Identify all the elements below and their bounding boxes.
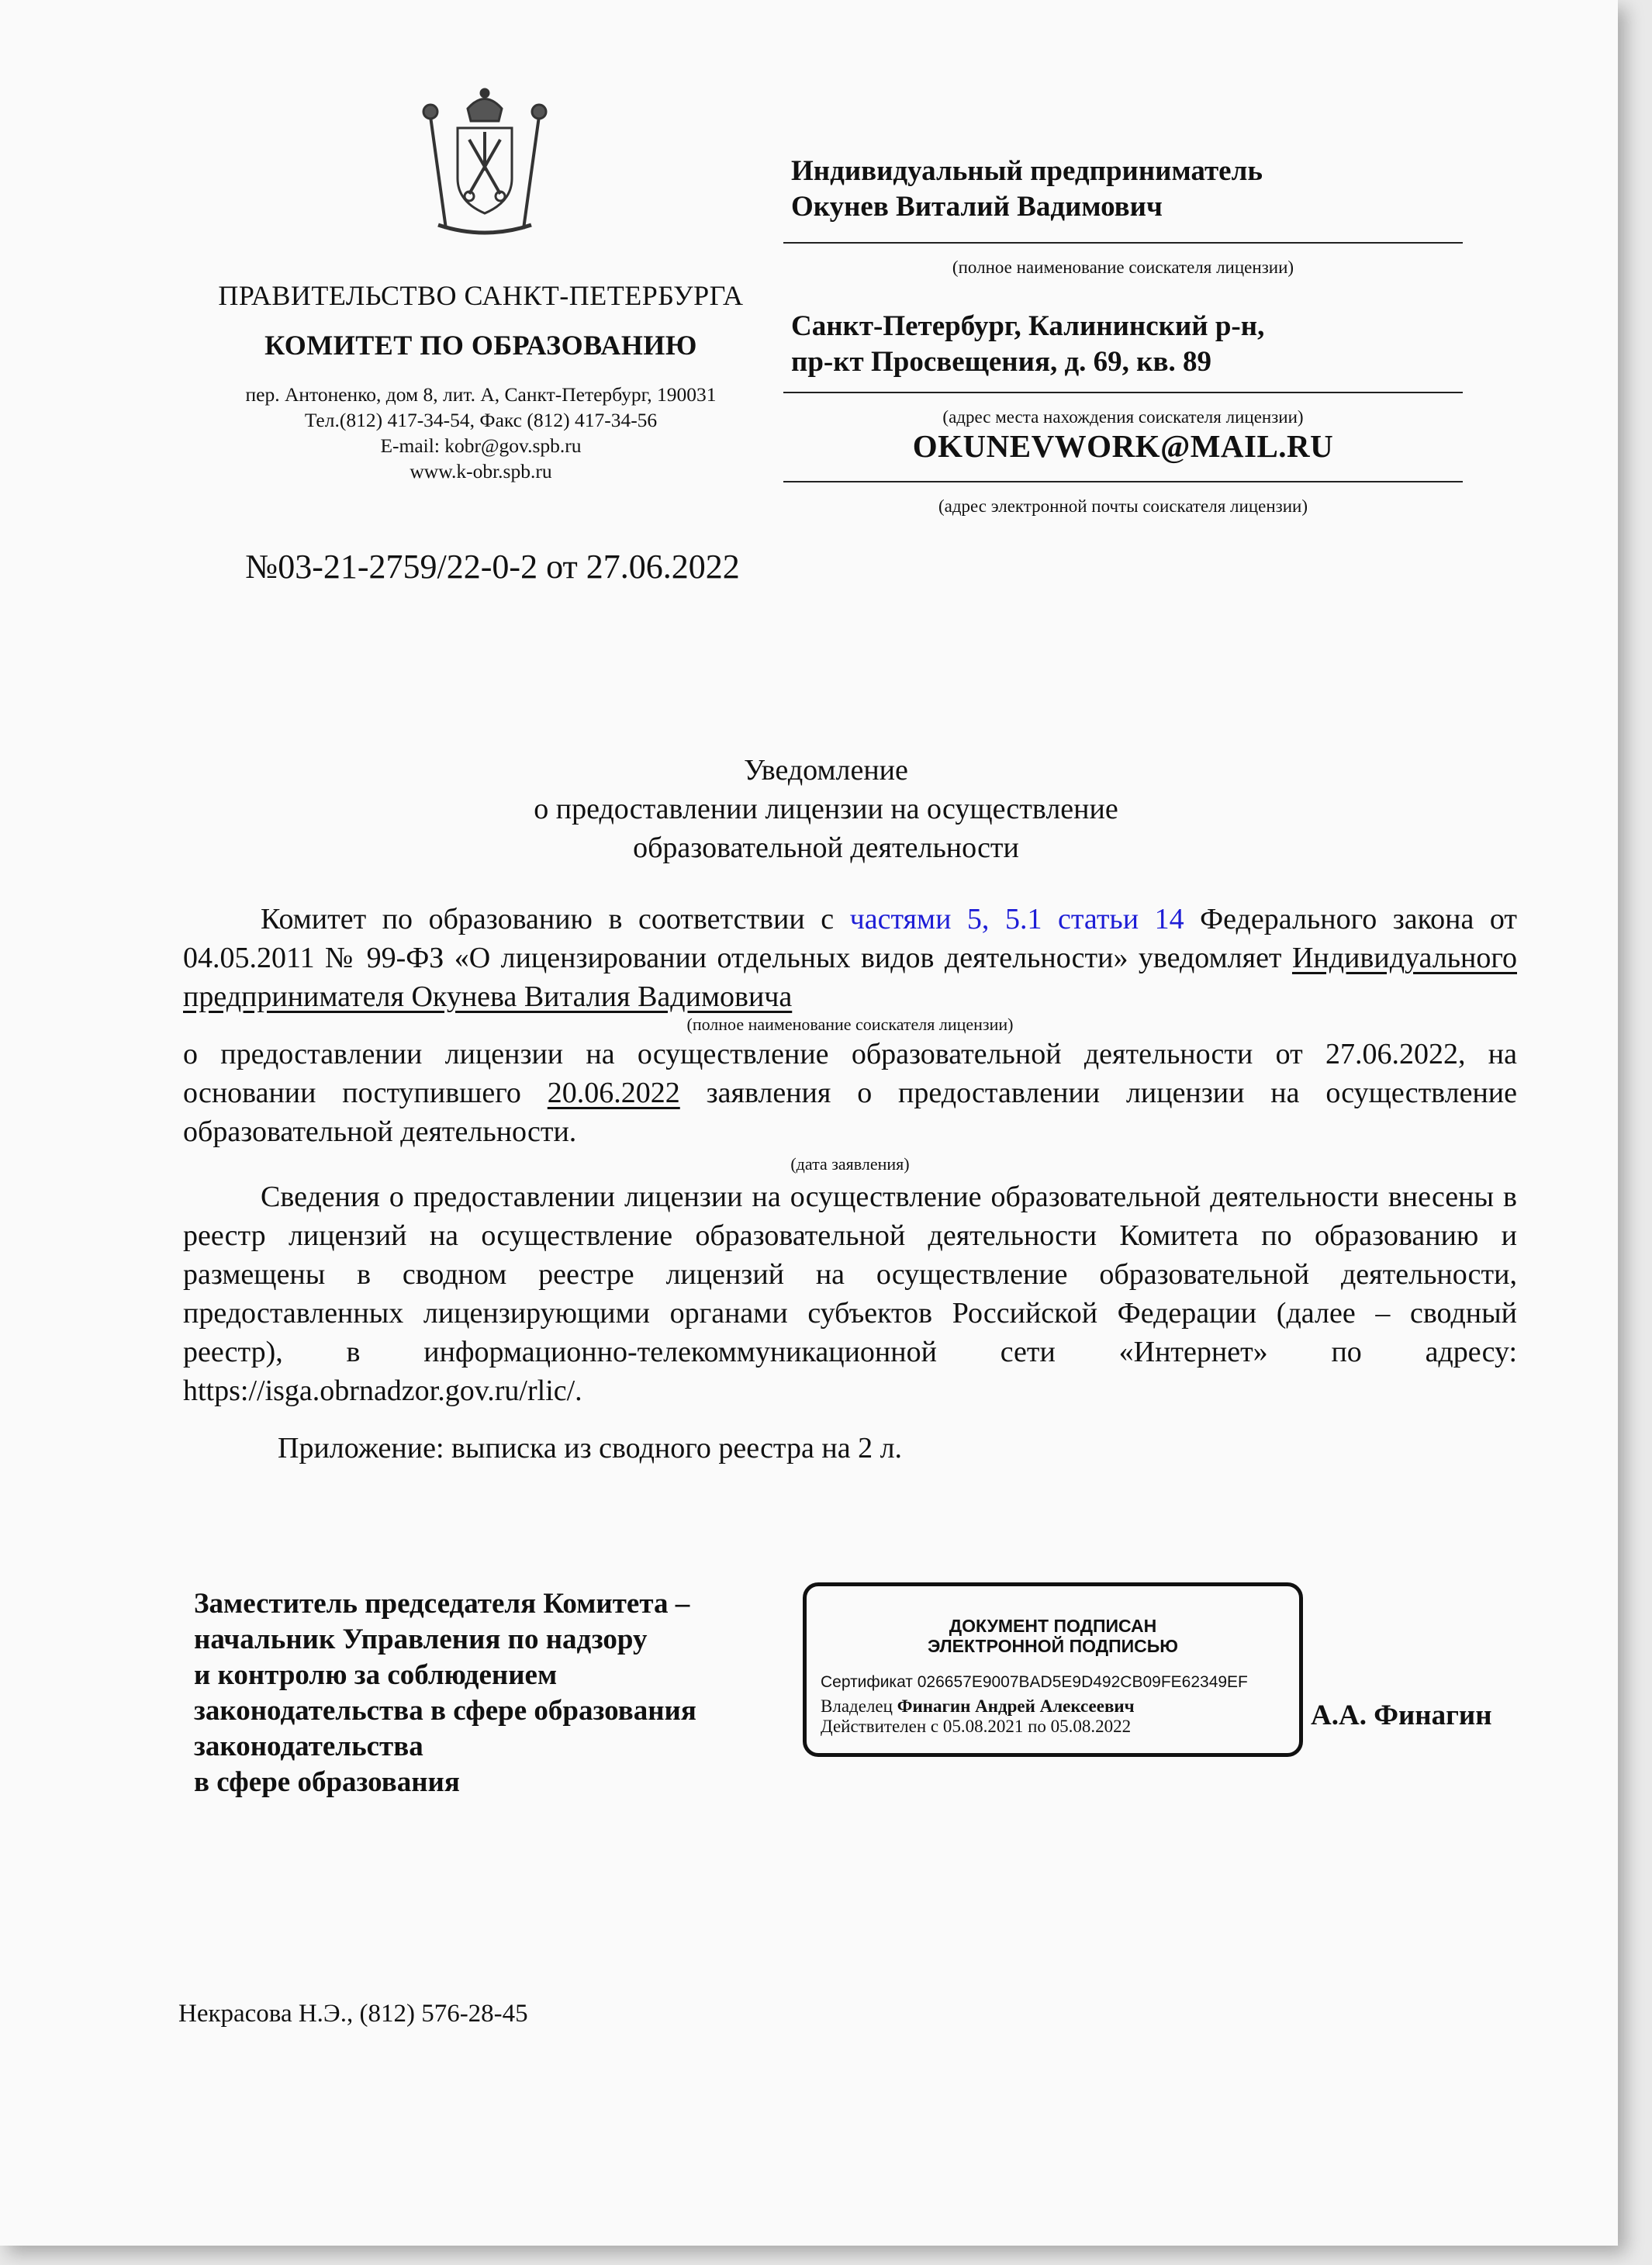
recipient-name-line1: Индивидуальный предприниматель — [791, 155, 1263, 187]
paragraph-text: Федерального закона от 04.05.2011 № 99-ФЗ «О лицензировании отдельных видов деятельности» уведомляет — [183, 903, 1517, 974]
stamp-certificate: Сертификат 026657E9007BAD5E9D492CB09FE62349EF — [821, 1673, 1248, 1691]
divider — [783, 481, 1463, 482]
recipient-name-caption: (полное наименование соискателя лицензии) — [952, 258, 1294, 277]
stamp-owner-name: Финагин Андрей Алексеевич — [897, 1696, 1135, 1716]
signer-position-line: законодательства — [194, 1731, 423, 1762]
paragraph-notice — [183, 900, 1517, 1016]
application-date-caption: (дата заявления) — [790, 1154, 910, 1174]
divider — [783, 392, 1463, 393]
recipient-address-line2: пр-кт Просвещения, д. 69, кв. 89 — [791, 346, 1211, 378]
signer-position-line: законодательства в сфере образования — [194, 1695, 696, 1727]
paragraph-registry: Сведения о предоставлении лицензии на осуществление образовательной деятельности внесены в реестр лицензий на осуществление образовательной деятельности Комитета по образованию и размещены в сводном реестре лицензий на осуществление образовательной деятельности, предоставленных лицензирующими органами субъектов Российской Федерации (далее – сводный реестр), в информационно-телекоммуникационной сети «Интернет» по адресу: https://isga.obrnadzor.gov.ru/rlic/. — [183, 1181, 1517, 1407]
committee-name: КОМИТЕТ ПО ОБРАЗОВАНИЮ — [264, 330, 697, 361]
appendix-note: Приложение: выписка из сводного реестра на 2 л. — [278, 1432, 903, 1464]
recipient-address — [791, 309, 1474, 380]
stamp-title: ДОКУМЕНТ ПОДПИСАН — [949, 1616, 1157, 1636]
law-reference-link[interactable]: частями 5, 5.1 статьи 14 — [849, 903, 1184, 935]
signer-position-line: Заместитель председателя Комитета – — [194, 1588, 690, 1620]
recipient-email: OKUNEVWORK@MAIL.RU — [912, 428, 1334, 464]
notice-title — [186, 751, 1466, 867]
notice-title-line3: образовательной деятельности — [633, 832, 1019, 864]
committee-email: E-mail: kobr@gov.spb.ru — [380, 434, 582, 457]
stamp-owner — [821, 1696, 1301, 1717]
recipient-name — [791, 154, 1474, 225]
licensee-name-caption: (полное наименование соискателя лицензии) — [686, 1015, 1014, 1034]
stamp-title: ЭЛЕКТРОННОЙ ПОДПИСЬЮ — [927, 1636, 1178, 1656]
licensee-name: Индивидуального предпринимателя Окунева Виталия Вадимовича — [183, 942, 1517, 1013]
coat-of-arms-icon — [415, 85, 555, 240]
committee-website: www.k-obr.spb.ru — [410, 460, 552, 482]
signer-position-line: и контролю за соблюдением — [194, 1659, 558, 1691]
notice-title-line2: о предоставлении лицензии на осуществление — [534, 793, 1118, 825]
executor-contact: Некрасова Н.Э., (812) 576-28-45 — [178, 2000, 528, 2028]
committee-phone: Тел.(812) 417-34-54, Факс (812) 417-34-56 — [304, 409, 658, 431]
signer-name: А.А. Финагин — [1311, 1700, 1492, 1731]
recipient-address-caption: (адрес места нахождения соискателя лицензии) — [942, 407, 1304, 427]
signer-position — [194, 1586, 799, 1800]
committee-contacts — [202, 382, 760, 484]
electronic-signature-stamp — [803, 1582, 1303, 1757]
stamp-validity: Действителен с 05.08.2021 по 05.08.2022 — [821, 1717, 1132, 1736]
committee-address: пер. Антоненко, дом 8, лит. А, Санкт-Петербург, 190031 — [245, 383, 717, 406]
paragraph-text: о предоставлении лицензии на осуществление образовательной деятельности от 27.06.2022, на основании поступившего — [183, 1038, 1517, 1109]
paragraph-text: заявления о предоставлении лицензии на осуществление образовательной деятельности. — [183, 1077, 1517, 1148]
signer-position-line: в сфере образования — [194, 1766, 460, 1798]
recipient-address-line1: Санкт-Петербург, Калининский р-н, — [791, 310, 1265, 342]
divider — [783, 242, 1463, 244]
registration-number: №03-21-2759/22-0-2 от 27.06.2022 — [245, 548, 740, 586]
recipient-name-line2: Окунев Виталий Вадимович — [791, 191, 1163, 223]
application-date: 20.06.2022 — [547, 1077, 680, 1109]
stamp-owner-label: Владелец — [821, 1696, 897, 1716]
paragraph-license-grant — [183, 1035, 1517, 1151]
paragraph-text: Комитет по образованию в соответствии с — [261, 903, 850, 935]
signer-position-line: начальник Управления по надзору — [194, 1624, 648, 1655]
notice-title-line1: Уведомление — [744, 754, 908, 787]
government-name: ПРАВИТЕЛЬСТВО САНКТ-ПЕТЕРБУРГА — [218, 280, 744, 311]
recipient-email-caption: (адрес электронной почты соискателя лицензии) — [938, 496, 1308, 516]
